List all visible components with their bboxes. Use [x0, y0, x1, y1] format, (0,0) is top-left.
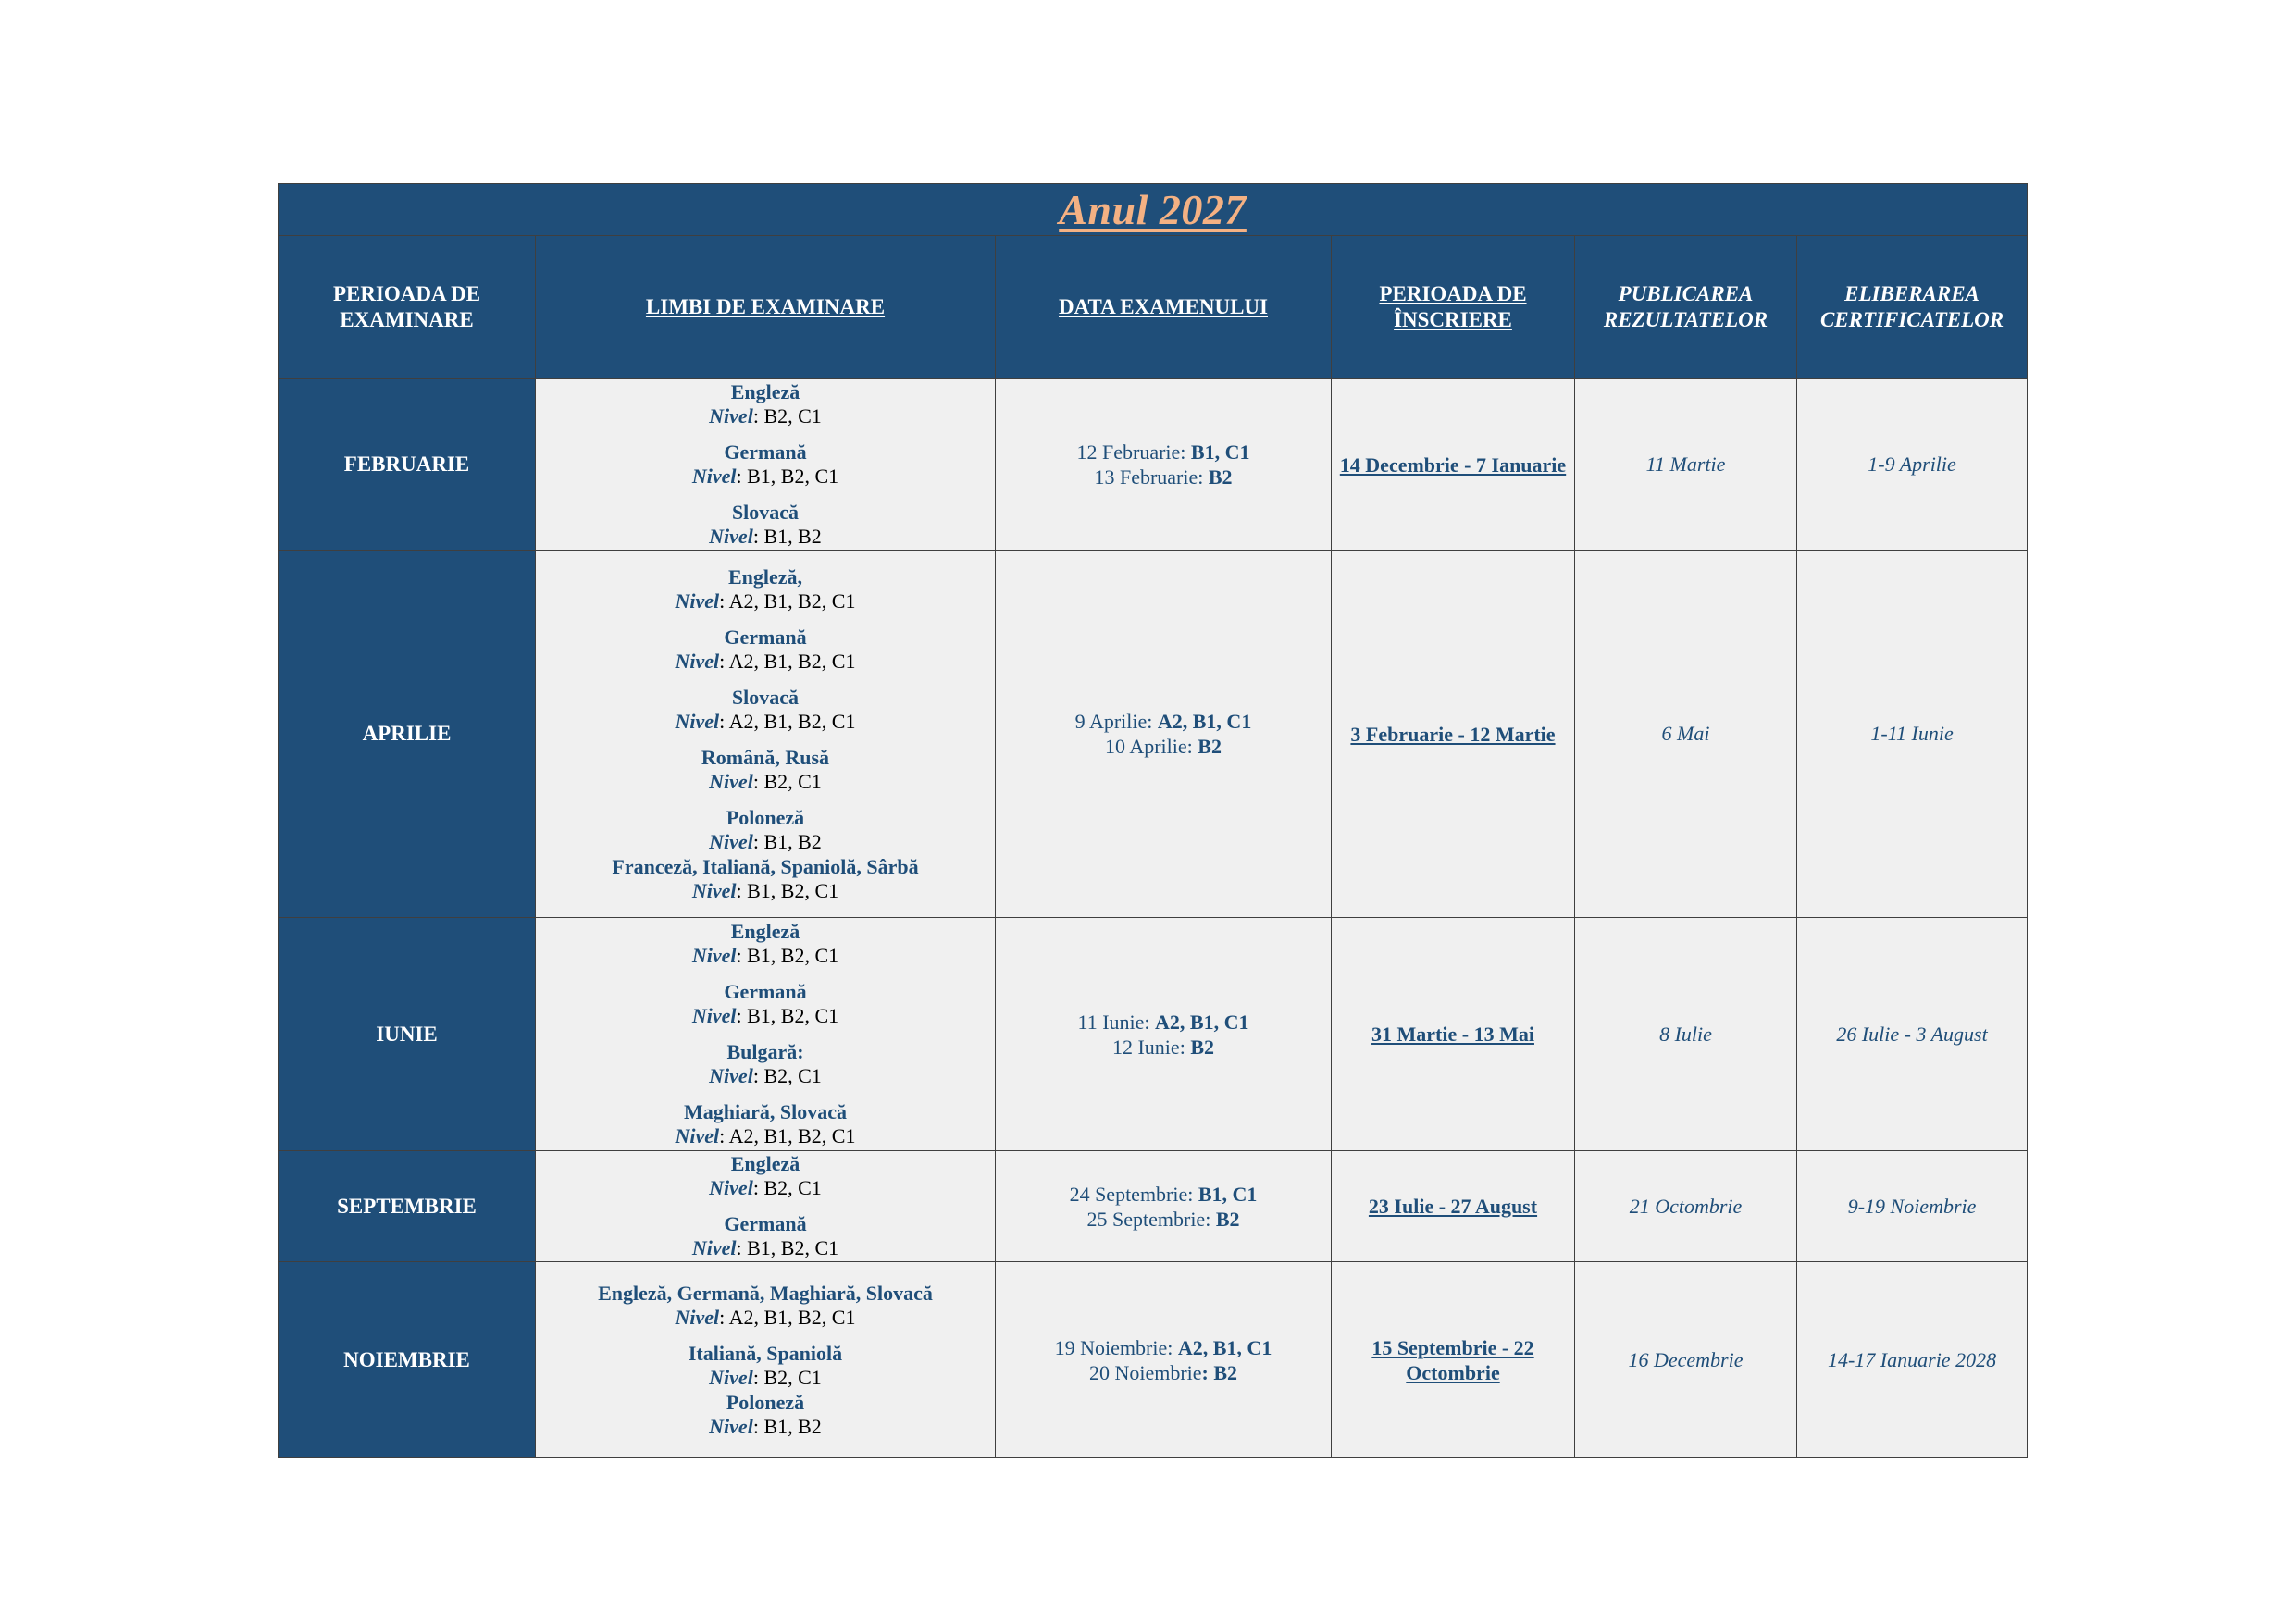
exam-date-prefix: 9 Aprilie: [1074, 710, 1158, 733]
level-line: Nivel: B2, C1 [709, 1365, 822, 1389]
exam-date-cell [996, 1262, 1332, 1458]
exam-date-levels: A2, B1, C1 [1155, 1010, 1249, 1034]
language-group [543, 626, 987, 674]
language-group [543, 1040, 987, 1088]
certificates-date: 26 Iulie - 3 August [1836, 1022, 1988, 1046]
language-group [543, 1282, 987, 1330]
level-line: Nivel: A2, B1, B2, C1 [675, 709, 856, 733]
exam-date-line [1003, 734, 1323, 759]
results-date: 16 Decembrie [1628, 1347, 1744, 1371]
results-date: 6 Mai [1661, 722, 1710, 745]
exam-date-prefix: 11 Iunie: [1077, 1010, 1156, 1034]
level-label: Nivel [691, 944, 737, 967]
language-name: Germană [724, 1212, 807, 1235]
results-cell [1575, 1151, 1797, 1262]
language-name: Engleză, [727, 564, 803, 589]
level-line: Nivel: B1, B2, C1 [691, 878, 839, 902]
level-line: Nivel: A2, B1, B2, C1 [675, 649, 856, 673]
results-date: 21 Octombrie [1629, 1194, 1743, 1218]
level-label: Nivel [709, 1176, 753, 1199]
enrollment-cell [1332, 918, 1575, 1151]
exam-date-prefix: 20 Noiembrie [1088, 1360, 1202, 1384]
language-group [543, 565, 987, 614]
level-line: Nivel: B1, B2 [709, 1414, 822, 1438]
languages-cell [536, 379, 996, 551]
enrollment-period: 15 Septembrie - 22 Octombrie [1371, 1335, 1534, 1384]
level-line: Nivel: A2, B1, B2, C1 [675, 1124, 856, 1147]
enrollment-period: 31 Martie - 13 Mai [1371, 1023, 1534, 1046]
exam-date-levels: A2, B1, C1 [1177, 1335, 1272, 1359]
exam-date-line [1003, 440, 1323, 465]
level-label: Nivel [709, 1064, 753, 1087]
exam-date-line [1003, 1035, 1323, 1060]
language-name: Engleză, Germană, Maghiară, Slovacă [598, 1281, 933, 1305]
exam-date-levels: B2 [1190, 1035, 1214, 1059]
header-results: PUBLICAREA REZULTATELOR [1575, 236, 1797, 379]
exam-date-line [1003, 709, 1323, 734]
level-values: B2, C1 [763, 404, 822, 428]
exam-date-line [1003, 1360, 1323, 1385]
enrollment-cell [1332, 1262, 1575, 1458]
level-label: Nivel [675, 1305, 720, 1329]
language-group [543, 1342, 987, 1390]
exam-date-line [1003, 1010, 1323, 1035]
exam-date-line [1003, 465, 1323, 490]
level-label: Nivel [709, 404, 753, 428]
exam-date-levels: : B2 [1201, 1360, 1238, 1384]
enrollment-period: 3 Februarie - 12 Martie [1350, 722, 1556, 746]
language-name: Engleză [730, 920, 800, 943]
level-line: Nivel: B2, C1 [709, 404, 822, 428]
language-name: Bulgară: [726, 1040, 804, 1063]
exam-date-prefix: 10 Aprilie: [1105, 735, 1198, 758]
level-values: B1, B2, C1 [747, 1004, 839, 1027]
language-name: Poloneză [726, 1390, 805, 1414]
exam-date-prefix: 19 Noiembrie: [1054, 1335, 1178, 1359]
language-group [543, 920, 987, 968]
level-line: Nivel: B1, B2 [709, 829, 822, 853]
exam-date-cell [996, 551, 1332, 918]
certificates-cell [1797, 1262, 2028, 1458]
level-values: A2, B1, B2, C1 [728, 1124, 856, 1147]
level-label: Nivel [675, 589, 720, 613]
exam-date-prefix: 12 Iunie: [1111, 1035, 1191, 1059]
results-date: 8 Iulie [1659, 1022, 1712, 1046]
header-period: PERIOADA DE EXAMINARE [279, 236, 536, 379]
language-name: Poloneză [726, 805, 805, 829]
exam-date-levels: B2 [1198, 735, 1222, 758]
level-line: Nivel: B1, B2, C1 [691, 1236, 839, 1259]
exam-date-prefix: 12 Februarie: [1076, 440, 1191, 464]
header-languages: LIMBI DE EXAMINARE [536, 236, 996, 379]
language-name: Engleză [730, 1152, 800, 1175]
level-line: Nivel: B1, B2 [709, 525, 822, 548]
exam-schedule-table [278, 183, 2028, 1458]
period-cell: SEPTEMBRIE [279, 1151, 536, 1262]
level-values: B2, C1 [763, 1365, 822, 1389]
level-values: A2, B1, B2, C1 [728, 649, 856, 673]
level-label: Nivel [709, 1414, 753, 1438]
language-name: Franceză, Italiană, Spaniolă, Sârbă [612, 854, 919, 878]
certificates-date: 1-9 Aprilie [1868, 452, 1956, 476]
level-line: Nivel: B2, C1 [709, 1176, 822, 1199]
level-values: B1, B2 [763, 1414, 822, 1438]
results-date: 11 Martie [1645, 452, 1726, 476]
languages-cell [536, 1262, 996, 1458]
schedule-rows [279, 379, 2028, 1458]
language-group [543, 855, 987, 903]
level-line: Nivel: A2, B1, B2, C1 [675, 1305, 856, 1329]
exam-date-cell [996, 918, 1332, 1151]
exam-date-prefix: 25 Septembrie: [1086, 1207, 1216, 1231]
certificates-date: 9-19 Noiembrie [1847, 1194, 1977, 1218]
language-group [543, 1100, 987, 1148]
enrollment-cell [1332, 1151, 1575, 1262]
exam-date-line [1003, 1335, 1323, 1360]
level-label: Nivel [691, 878, 737, 902]
level-values: B2, C1 [763, 769, 822, 793]
exam-date-line [1003, 1182, 1323, 1207]
header-enrollment: PERIOADA DE ÎNSCRIERE [1332, 236, 1575, 379]
level-values: A2, B1, B2, C1 [728, 709, 856, 733]
certificates-date: 14-17 Ianuarie 2028 [1827, 1347, 1997, 1371]
period-cell: APRILIE [279, 551, 536, 918]
period-cell: FEBRUARIE [279, 379, 536, 551]
certificates-cell [1797, 379, 2028, 551]
table-row [279, 1151, 2028, 1262]
languages-cell [536, 918, 996, 1151]
enrollment-cell [1332, 379, 1575, 551]
level-line: Nivel: B1, B2, C1 [691, 1004, 839, 1027]
languages-cell [536, 1151, 996, 1262]
level-label: Nivel [709, 525, 753, 548]
level-label: Nivel [709, 769, 753, 793]
level-values: B2, C1 [763, 1064, 822, 1087]
level-values: A2, B1, B2, C1 [728, 1305, 856, 1329]
exam-date-levels: B1, C1 [1190, 440, 1250, 464]
exam-date-levels: B2 [1208, 465, 1233, 489]
language-name: Slovacă [731, 685, 800, 709]
level-label: Nivel [675, 1124, 720, 1147]
year-title: Anul 2027 [1059, 186, 1247, 233]
certificates-cell [1797, 551, 2028, 918]
level-values: B1, B2, C1 [747, 878, 839, 902]
results-cell [1575, 1262, 1797, 1458]
exam-date-levels: B2 [1215, 1207, 1240, 1231]
language-group [543, 440, 987, 489]
table-row [279, 918, 2028, 1151]
results-cell [1575, 551, 1797, 918]
level-line: Nivel: B1, B2, C1 [691, 465, 839, 488]
level-label: Nivel [709, 829, 753, 853]
level-values: B1, B2 [763, 525, 822, 548]
level-values: B1, B2 [763, 829, 822, 853]
level-label: Nivel [691, 465, 737, 488]
language-name: Germană [724, 625, 807, 649]
period-cell: NOIEMBRIE [279, 1262, 536, 1458]
language-group [543, 686, 987, 734]
languages-cell [536, 551, 996, 918]
certificates-cell [1797, 918, 2028, 1151]
table-row [279, 379, 2028, 551]
header-exam-date: DATA EXAMENULUI [996, 236, 1332, 379]
level-values: B1, B2, C1 [747, 465, 839, 488]
level-values: B1, B2, C1 [747, 1236, 839, 1259]
certificates-date: 1-11 Iunie [1870, 722, 1954, 745]
level-label: Nivel [675, 649, 720, 673]
language-name: Slovacă [731, 501, 800, 524]
exam-date-cell [996, 379, 1332, 551]
level-label: Nivel [691, 1236, 737, 1259]
language-name: Germană [724, 440, 807, 464]
language-group [543, 806, 987, 854]
language-name: Română, Rusă [701, 745, 830, 769]
enrollment-period: 23 Iulie - 27 August [1368, 1195, 1538, 1218]
exam-date-prefix: 24 Septembrie: [1069, 1182, 1198, 1206]
exam-date-prefix: 13 Februarie: [1094, 465, 1209, 489]
level-line: Nivel: B1, B2, C1 [691, 944, 839, 967]
level-values: A2, B1, B2, C1 [728, 589, 856, 613]
enrollment-period: 14 Decembrie - 7 Ianuarie [1339, 452, 1567, 477]
results-cell [1575, 918, 1797, 1151]
results-cell [1575, 379, 1797, 551]
level-line: Nivel: A2, B1, B2, C1 [675, 589, 856, 613]
language-name: Italiană, Spaniolă [688, 1341, 843, 1365]
level-values: B2, C1 [763, 1176, 822, 1199]
level-line: Nivel: B2, C1 [709, 1064, 822, 1087]
language-name: Germană [724, 980, 807, 1003]
language-group [543, 1212, 987, 1260]
language-group [543, 380, 987, 428]
level-line: Nivel: B2, C1 [709, 769, 822, 793]
level-label: Nivel [709, 1365, 753, 1389]
exam-date-line [1003, 1207, 1323, 1232]
certificates-cell [1797, 1151, 2028, 1262]
level-label: Nivel [675, 709, 720, 733]
language-name: Maghiară, Slovacă [684, 1100, 847, 1123]
level-label: Nivel [691, 1004, 737, 1027]
header-certificates: ELIBERAREA CERTIFICATELOR [1797, 236, 2028, 379]
language-group [543, 1391, 987, 1439]
year-title-cell [279, 184, 2028, 236]
table-row [279, 1262, 2028, 1458]
exam-date-levels: B1, C1 [1198, 1182, 1258, 1206]
level-values: B1, B2, C1 [747, 944, 839, 967]
exam-date-cell [996, 1151, 1332, 1262]
enrollment-cell [1332, 551, 1575, 918]
language-group [543, 1152, 987, 1200]
exam-date-levels: A2, B1, C1 [1157, 710, 1252, 733]
period-cell: IUNIE [279, 918, 536, 1151]
language-name: Engleză [730, 380, 800, 403]
language-group [543, 980, 987, 1028]
language-group [543, 746, 987, 794]
table-row [279, 551, 2028, 918]
language-group [543, 501, 987, 549]
